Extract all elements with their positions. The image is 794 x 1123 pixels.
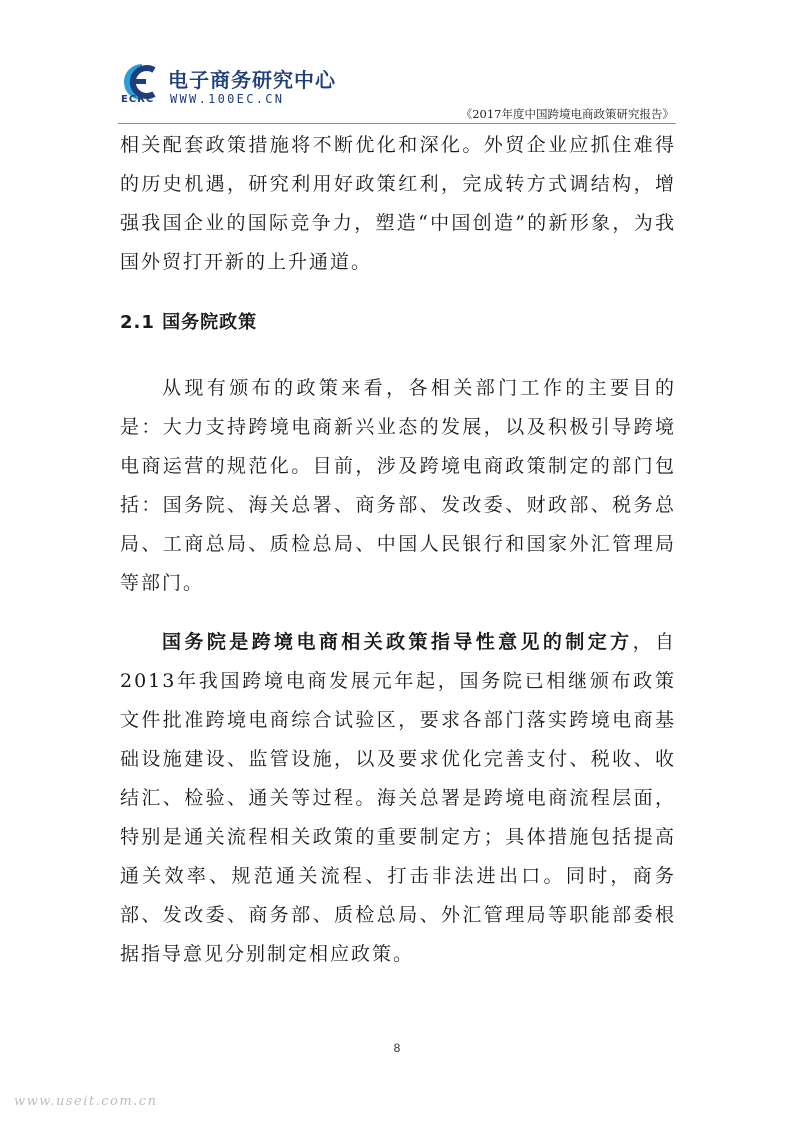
- body-paragraph-intro: 相关配套政策措施将不断优化和深化。外贸企业应抓住难得的历史机遇，研究利用好政策红利，完成转方式调结构，增强我国企业的国际竞争力，塑造“中国创造”的新形象，为我国外贸打开新的上升通道。: [120, 134, 676, 273]
- body-paragraph-state-council: [120, 623, 676, 974]
- header-divider: [118, 123, 676, 124]
- section-heading: 2.1 国务院政策: [120, 312, 258, 333]
- org-abbr: ECRC: [121, 94, 155, 105]
- page-header: [0, 0, 794, 125]
- body-paragraph-departments: 从现有颁布的政策来看，各相关部门工作的主要目的是：大力支持跨境电商新兴业态的发展，以及积极引导跨境电商运营的规范化。目前，涉及跨境电商政策制定的部门包括：国务院、海关总署、商务部、发改委、财政部、税务总局、工商总局、质检总局、中国人民银行和国家外汇管理局等部门。: [120, 377, 676, 594]
- bold-lead-sentence: 国务院是跨境电商相关政策指导性意见的制定方: [162, 631, 633, 653]
- report-title: 《2017年度中国跨境电商政策研究报告》: [460, 107, 674, 121]
- watermark: www.useit.com.cn: [14, 1094, 158, 1109]
- paragraph-spacer: [120, 603, 676, 623]
- page-number: 8: [393, 1041, 401, 1055]
- org-url: WWW.100EC.CN: [170, 92, 285, 106]
- org-name: 电子商务研究中心: [168, 68, 336, 92]
- paragraph-continuation: ，自2013年我国跨境电商发展元年起，国务院已相继颁布政策文件批准跨境电商综合试验区，要求各部门落实跨境电商基础设施建设、监管设施，以及要求优化完善支付、税收、收结汇、检验、通关等过程。海关总署是跨境电商流程层面，特别是通关流程相关政策的重要制定方；具体措施包括提高通关效率、规范通关流程、打击非法进出口。同时，商务部、发改委、商务部、质检总局、外汇管理局等职能部委根据指导意见分别制定相应政策。: [120, 631, 676, 965]
- page-body: [120, 126, 676, 974]
